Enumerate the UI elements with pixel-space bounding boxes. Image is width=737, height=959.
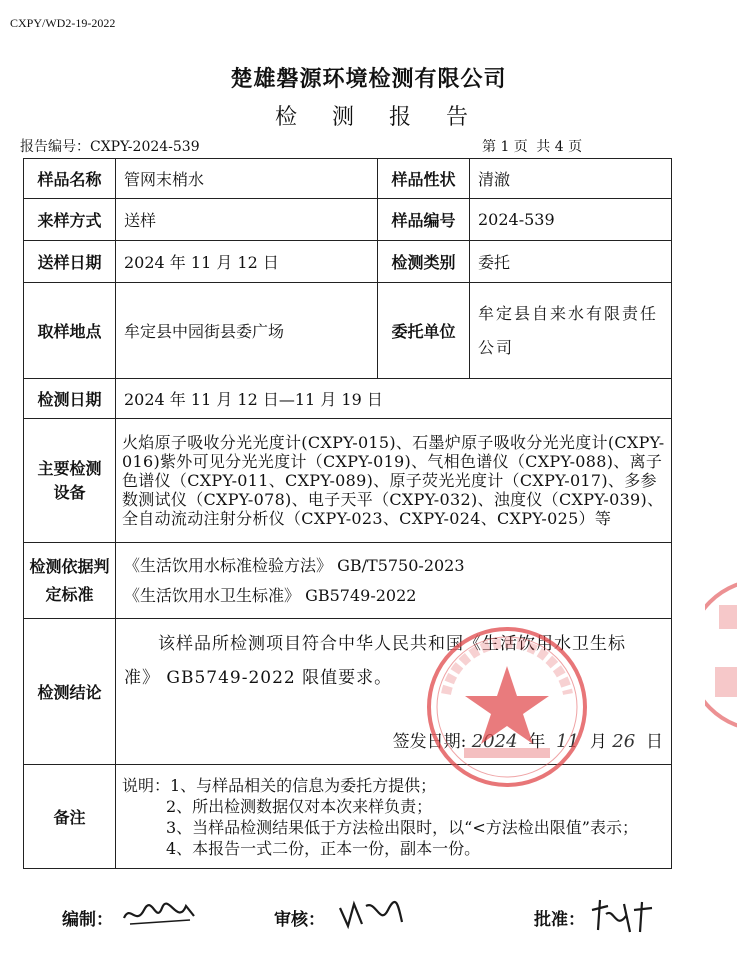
sample-no-label: 样品编号 bbox=[378, 199, 470, 241]
reviewer-signature bbox=[336, 896, 406, 932]
issue-label: 签发日期: bbox=[392, 732, 467, 752]
company-name: 楚雄磐源环境检测有限公司 bbox=[230, 66, 507, 92]
equipment-label: 主要检测设备 bbox=[24, 419, 116, 543]
approved-label: 批准： bbox=[534, 910, 585, 930]
issue-day: 26 bbox=[612, 731, 636, 752]
approver-signature bbox=[586, 896, 656, 936]
report-number: 报告编号：CXPY-2024-539 bbox=[20, 139, 200, 155]
row-delivery bbox=[24, 241, 672, 283]
page-total: 共 4 页 bbox=[536, 139, 583, 155]
conclusion-label: 检测结论 bbox=[24, 619, 116, 765]
basis-standard: 《生活饮用水卫生标准》 GB5749-2022 bbox=[124, 585, 417, 605]
sample-state-value: 清澈 bbox=[470, 159, 672, 199]
test-type-value: 委托 bbox=[470, 241, 672, 283]
client-value: 牟定县自来水有限责任公司 bbox=[470, 283, 672, 379]
sample-name-value: 管网末梢水 bbox=[116, 159, 378, 199]
basis-label: 检测依据判定标准 bbox=[24, 543, 116, 619]
document-code: CXPY/WD2-19-2022 bbox=[10, 16, 116, 30]
page-number: 第 1 页 bbox=[482, 139, 528, 155]
location-label: 取样地点 bbox=[24, 283, 116, 379]
conclusion-text: 该样品所检测项目符合中华人民共和国《生活饮用水卫生标准》 GB5749-2022 限值要求。 bbox=[124, 634, 626, 688]
report-title: 检 测 报 告 bbox=[275, 105, 482, 130]
location-value: 牟定县中园街县委广场 bbox=[116, 283, 378, 379]
row-arrival bbox=[24, 199, 672, 241]
issue-month: 11 bbox=[556, 731, 580, 752]
row-location bbox=[24, 283, 672, 379]
page-info bbox=[482, 136, 586, 156]
row-test-date bbox=[24, 379, 672, 419]
arrival-value: 送样 bbox=[116, 199, 378, 241]
delivery-date-value: 2024 年 11 月 12 日 bbox=[116, 241, 378, 283]
delivery-date-label: 送样日期 bbox=[24, 241, 116, 283]
reviewed-label: 审核： bbox=[274, 910, 325, 930]
test-date-label: 检测日期 bbox=[24, 379, 116, 419]
partial-seal-stamp bbox=[705, 575, 737, 735]
row-basis bbox=[24, 543, 672, 619]
sample-name-label: 样品名称 bbox=[24, 159, 116, 199]
issue-year: 2024 bbox=[471, 731, 518, 752]
note-item: 2、所出检测数据仅对本次来样负责； bbox=[166, 796, 433, 816]
equipment-value: 火焰原子吸收分光光度计(CXPY-015)、石墨炉原子吸收分光光度计(CXPY-016)紫外可见分光光度计（CXPY-019)、气相色谱仪（CXPY-088)、离子色谱仪（CXPY-011、CXPY-089)、原子荧光光度计（CXPY-017)、多参数测试仪（CXPY-078)、电子天平（CXPY-032)、浊度仪（CXPY-039)、全自动流动注射分析仪（CXPY-023、CXPY-024、CXPY-025）等 bbox=[116, 419, 672, 543]
test-date-value: 2024 年 11 月 12 日—11 月 19 日 bbox=[116, 379, 672, 419]
issue-date: 签发日期: 2024 年 11 月 26 日 bbox=[392, 731, 663, 752]
note-item: 4、本报告一式二份，正本一份，副本一份。 bbox=[166, 838, 481, 858]
note-item: 3、当样品检测结果低于方法检出限时，以“<方法检出限值”表示； bbox=[166, 817, 638, 837]
basis-method: 《生活饮用水标准检验方法》 GB/T5750-2023 bbox=[124, 555, 465, 575]
basis-values bbox=[116, 543, 672, 619]
client-label: 委托单位 bbox=[378, 283, 470, 379]
arrival-label: 来样方式 bbox=[24, 199, 116, 241]
compiled-label: 编制： bbox=[62, 910, 113, 930]
row-sample-name bbox=[24, 159, 672, 199]
compiler-signature bbox=[120, 896, 200, 932]
notes-label: 备注 bbox=[24, 765, 116, 869]
test-type-label: 检测类别 bbox=[378, 241, 470, 283]
note-item: 说明：1、与样品相关的信息为委托方提供； bbox=[122, 775, 437, 795]
sample-state-label: 样品性状 bbox=[378, 159, 470, 199]
sample-no-value: 2024-539 bbox=[470, 199, 672, 241]
row-equipment bbox=[24, 419, 672, 543]
official-seal-stamp bbox=[424, 624, 590, 790]
